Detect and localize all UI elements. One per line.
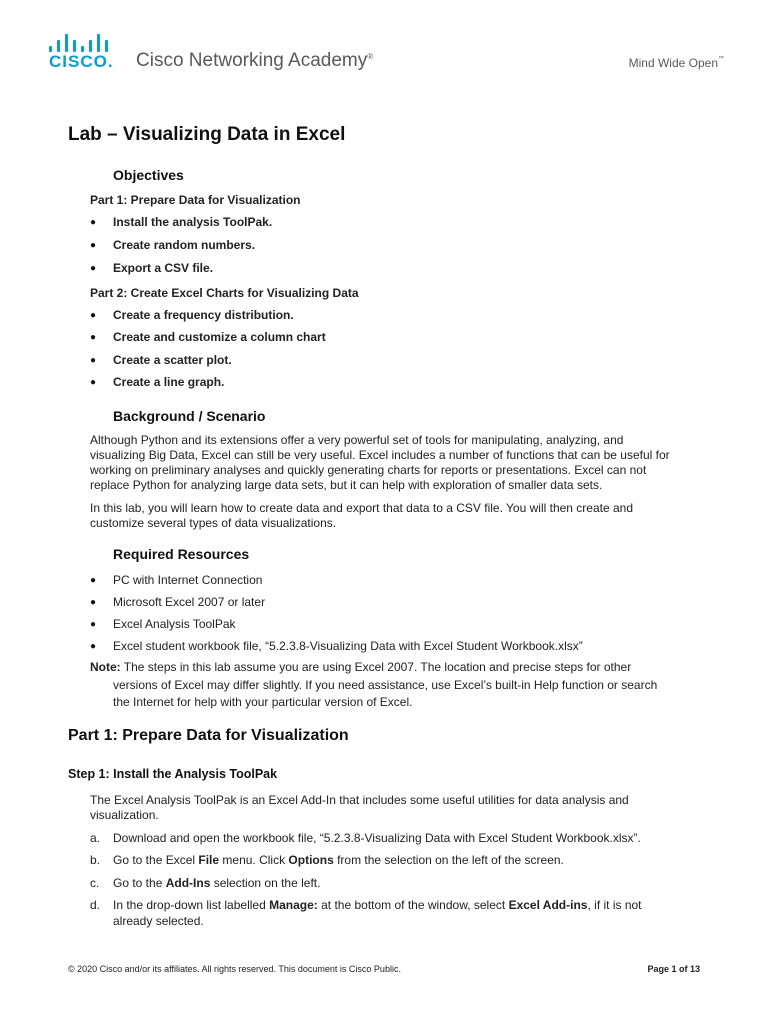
step-b: [113, 853, 564, 868]
step-text: from the selection on the left of the screen.: [333, 853, 564, 867]
bullet-icon: ●: [90, 240, 97, 251]
step-text: Go to the Excel: [113, 853, 199, 867]
note-line: [90, 660, 631, 675]
paragraph-line: replace Python for analyzing large data sets, but it can help with exploration of smaller data sets.: [90, 478, 603, 492]
list-item: Excel student workbook file, “5.2.3.8-Visualizing Data with Excel Student Workbook.xlsx”: [113, 639, 583, 653]
step-label: d.: [90, 898, 101, 912]
note-line: versions of Excel may differ slightly. If you need assistance, use Excel’s built-in Help function or search: [113, 678, 658, 692]
objectives-heading: Objectives: [113, 167, 184, 183]
cisco-wordmark: [49, 52, 114, 72]
list-item: Excel Analysis ToolPak: [113, 617, 236, 631]
registered-mark: ®: [367, 52, 374, 61]
bullet-icon: ●: [90, 377, 97, 388]
academy-text: Cisco Networking Academy: [136, 50, 368, 71]
objectives-part2: Part 2: Create Excel Charts for Visualizing Data: [90, 286, 359, 300]
list-item: Create a frequency distribution.: [113, 308, 294, 322]
step-a: Download and open the workbook file, “5.2.3.8-Visualizing Data with Excel Student Workbook.xlsx”.: [113, 831, 641, 845]
step-bold: Manage:: [269, 898, 318, 912]
step-bold: File: [198, 853, 220, 867]
bullet-icon: ●: [90, 597, 97, 608]
cisco-logo-bars-icon: [49, 30, 113, 52]
note-text: The steps in this lab assume you are using Excel 2007. The location and precise steps for other: [123, 660, 632, 674]
step-label: c.: [90, 876, 100, 890]
step-label: a.: [90, 831, 101, 845]
brand-dot: .: [107, 52, 114, 71]
list-item: Create and customize a column chart: [113, 330, 326, 344]
step-text: Go to the: [113, 876, 166, 890]
paragraph-line: visualization.: [90, 808, 159, 822]
list-item: Create a scatter plot.: [113, 353, 232, 367]
background-heading: Background / Scenario: [113, 408, 266, 424]
tagline: [629, 56, 724, 70]
page-footer: [68, 964, 700, 974]
step-bold: Add-Ins: [165, 876, 211, 890]
step1-heading: Step 1: Install the Analysis ToolPak: [68, 767, 278, 781]
paragraph-line: working on preliminary analyses and quickly generating charts for reports or presentations. Excel can not: [90, 463, 647, 477]
paragraph-line: The Excel Analysis ToolPak is an Excel Add-In that includes some useful utilities for data analysis and: [90, 793, 629, 807]
step-c: [113, 876, 320, 891]
step-d: [113, 898, 642, 913]
step-bold: Excel Add-ins: [508, 898, 588, 912]
page-number: Page 1 of 13: [647, 964, 700, 974]
step-d-continued: already selected.: [113, 914, 204, 928]
bullet-icon: ●: [90, 332, 97, 343]
step-text: In the drop-down list labelled: [113, 898, 270, 912]
academy-name: [136, 50, 373, 72]
note-label: Note:: [90, 660, 121, 674]
list-item: Create a line graph.: [113, 375, 225, 389]
bullet-icon: ●: [90, 619, 97, 630]
list-item: Install the analysis ToolPak.: [113, 215, 273, 229]
objectives-part1: Part 1: Prepare Data for Visualization: [90, 193, 301, 207]
step-text: , if it is not: [587, 898, 642, 912]
trademark-mark: ™: [718, 56, 724, 62]
step-text: at the bottom of the window, select: [317, 898, 509, 912]
document-title: Lab – Visualizing Data in Excel: [68, 124, 346, 145]
list-item: Export a CSV file.: [113, 261, 214, 275]
copyright-text: © 2020 Cisco and/or its affiliates. All rights reserved. This document is Cisco Public.: [68, 964, 401, 974]
step-bold: Options: [288, 853, 334, 867]
bullet-icon: ●: [90, 641, 97, 652]
paragraph-line: customize several types of data visualizations.: [90, 516, 337, 530]
bullet-icon: ●: [90, 575, 97, 586]
list-item: Microsoft Excel 2007 or later: [113, 595, 266, 609]
bullet-icon: ●: [90, 217, 97, 228]
paragraph-line: In this lab, you will learn how to create data and export that data to a CSV file. You will then create and: [90, 501, 633, 515]
step-label: b.: [90, 853, 101, 867]
list-item: PC with Internet Connection: [113, 573, 263, 587]
list-item: Create random numbers.: [113, 238, 256, 252]
resources-heading: Required Resources: [113, 546, 250, 562]
brand-text: CISCO: [49, 52, 108, 71]
part1-heading: Part 1: Prepare Data for Visualization: [68, 727, 349, 744]
paragraph-line: Although Python and its extensions offer a very powerful set of tools for manipulating, analyzing, and: [90, 433, 624, 447]
step-text: menu. Click: [219, 853, 289, 867]
tagline-text: Mind Wide Open: [628, 56, 718, 70]
bullet-icon: ●: [90, 355, 97, 366]
step-text: selection on the left.: [210, 876, 321, 890]
page-header: [0, 0, 768, 90]
note-line: the Internet for help with your particular version of Excel.: [113, 695, 413, 709]
bullet-icon: ●: [90, 310, 97, 321]
bullet-icon: ●: [90, 263, 97, 274]
paragraph-line: visualizing Big Data, Excel can still be very useful. Excel includes a number of functions that can be useful for: [90, 448, 670, 462]
